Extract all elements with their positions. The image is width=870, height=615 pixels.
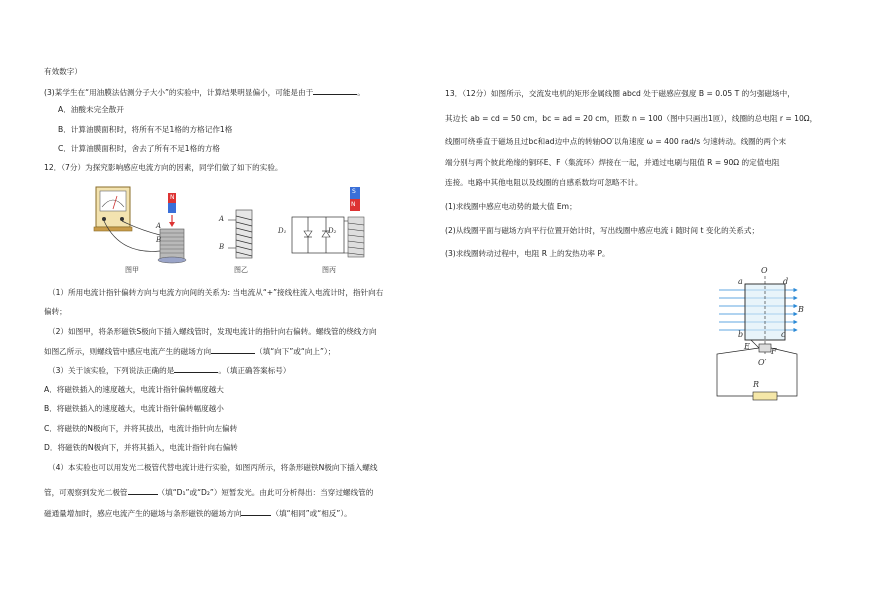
p4-line-c-pre: 磁通量增加时，感应电流产生的磁场与条形磁铁的磁场方向 xyxy=(44,509,242,518)
q3-option-a: A．油酸未完全散开 xyxy=(58,105,124,114)
q13-part-1: (1)求线圈中感应电动势的最大值 Em； xyxy=(445,202,577,211)
resistor-r-label: R xyxy=(753,380,760,389)
p3-option-d: D．将磁铁的N极向下，并将其插入，电流计指针向右偏转 xyxy=(44,443,238,452)
q12-stem: 12．（7分）为探究影响感应电流方向的因素，同学们做了如下的实验。 xyxy=(44,163,283,172)
diode-circuit xyxy=(292,217,344,253)
p2-line-b xyxy=(44,345,335,357)
figure-jia-label-a: A xyxy=(156,222,162,230)
corner-d-label: d xyxy=(783,277,789,286)
q13-part-2: (2)从线圈平面与磁场方向平行位置开始计时，写出线圈中感应电流 i 随时间 t 变化的关系式； xyxy=(445,226,760,235)
figure-jia-label-b: B xyxy=(156,236,162,244)
diode-d1-label: D₁ xyxy=(278,227,287,235)
p3-option-c: C．将磁铁的N极向下，并将其拔出，电流计指针向左偏转 xyxy=(44,424,238,433)
external-circuit xyxy=(717,348,797,400)
galvanometer xyxy=(94,187,132,231)
corner-c-label: c xyxy=(781,330,786,339)
axis-o-label: O xyxy=(761,266,768,275)
ring-f-label: F xyxy=(771,347,777,356)
p3-option-a: A．将磁铁插入的速度越大，电流计指针偏转幅度越大 xyxy=(44,385,224,394)
p1-line-a: （1）所用电流计指针偏转方向与电流方向间的关系为: 当电流从“+”接线柱流入电流计时，指针向右 xyxy=(48,288,384,297)
q13-line-c: 线圈可绕垂直于磁场且过bc和ad边中点的转轴OO′以角速度 ω = 400 rad/s 匀速转动。线圈的两个末 xyxy=(445,137,787,146)
p1-line-b: 偏转； xyxy=(44,307,67,316)
p4-line-b xyxy=(44,486,373,498)
q3-answer-blank[interactable] xyxy=(313,86,357,95)
diode-d2-label: D₂ xyxy=(328,227,337,235)
figure-yi-label-b: B xyxy=(219,243,225,251)
figure-yi xyxy=(224,208,264,264)
p3-stem-pre: （3）关于该实验，下列说法正确的是 xyxy=(48,366,175,375)
p2-line-b-pre: 如图乙所示，则螺线管中感应电流产生的磁场方向 xyxy=(44,347,212,356)
slip-rings xyxy=(751,340,771,352)
p3-answer-blank[interactable] xyxy=(174,364,218,373)
generator-figure xyxy=(705,268,815,403)
ring-e-label: E xyxy=(744,342,750,351)
q13-line-e: 连接。电路中其他电阻以及线圈的自感系数均可忽略不计。 xyxy=(445,178,643,187)
coil xyxy=(158,229,186,263)
magnet-n-label-bing: N xyxy=(351,201,356,208)
axis-o-prime-label: O′ xyxy=(758,358,767,367)
p4-line-c xyxy=(44,507,352,519)
field-b-label: B xyxy=(798,305,804,314)
p4-line-a: （4）本实验也可以用发光二极管代替电流计进行实验，如图丙所示，将条形磁铁N极向下插入螺线 xyxy=(48,463,378,472)
q13-part-3: (3)求线圈转动过程中，电阻 R 上的发热功率 P。 xyxy=(445,249,610,258)
p2-line-a: （2）如图甲，将条形磁铁S极向下插入螺线管时，发现电流计的指针向右偏转。螺线管的绕线方向 xyxy=(48,327,377,336)
p4-line-c-post: （填“相同”或“相反”）。 xyxy=(271,509,352,518)
q3-option-b: B．计算油膜面积时，将所有不足1格的方格记作1格 xyxy=(58,125,233,134)
p4-direction-blank[interactable] xyxy=(241,507,271,516)
q3-stem-end: 。 xyxy=(357,88,365,97)
figure-jia-caption: 图甲 xyxy=(125,266,139,274)
corner-b-label: b xyxy=(738,330,744,339)
q13-line-b: 其边长 ab = cd = 50 cm，bc = ad = 20 cm，匝数 n = 100（图中只画出1匝），线圈的总电阻 r = 10Ω， xyxy=(445,114,818,123)
figure-yi-caption: 图乙 xyxy=(234,266,248,274)
q3-stem-text: (3)某学生在“用油膜法估测分子大小”的实验中，计算结果明显偏小，可能是由于 xyxy=(44,88,314,97)
q3-option-c: C．计算油膜面积时，舍去了所有不足1格的方格 xyxy=(58,144,221,153)
p4-line-b-pre: 管，可观察到发光二极管 xyxy=(44,488,128,497)
p3-option-b: B．将磁铁插入的速度越大，电流计指针偏转幅度越小 xyxy=(44,404,224,413)
p4-diode-blank[interactable] xyxy=(128,486,158,495)
figure-yi-label-a: A xyxy=(219,215,225,223)
p3-stem xyxy=(48,364,290,376)
p4-line-b-post: （填“D₁”或“D₂”）短暂发光。由此可分析得出：当穿过螺线管的 xyxy=(157,488,374,497)
figure-bing-caption: 图丙 xyxy=(322,266,336,274)
p2-answer-blank[interactable] xyxy=(211,345,255,354)
q3-stem xyxy=(44,86,365,98)
q13-line-d: 端分别与两个彼此绝缘的铜环E、F（集流环）焊接在一起，并通过电刷与阻值 R = 90Ω 的定值电阻 xyxy=(445,158,780,167)
q13-line-a: 13．（12分）如图所示，交流发电机的矩形金属线圈 abcd 处于磁感应强度 B = 0.05 T 的匀强磁场中， xyxy=(445,89,795,98)
corner-a-label: a xyxy=(738,277,743,286)
continued-text: 有效数字） xyxy=(44,67,82,76)
figure-jia xyxy=(90,185,200,265)
figure-bing xyxy=(288,185,378,265)
p3-stem-post: 。（填正确答案标号） xyxy=(218,366,291,375)
p2-line-b-post: （填“向下”或“向上”）； xyxy=(255,347,336,356)
magnet-n-label: N xyxy=(170,194,175,201)
magnet-s-label: S xyxy=(352,188,356,195)
coil-bing xyxy=(344,217,364,257)
